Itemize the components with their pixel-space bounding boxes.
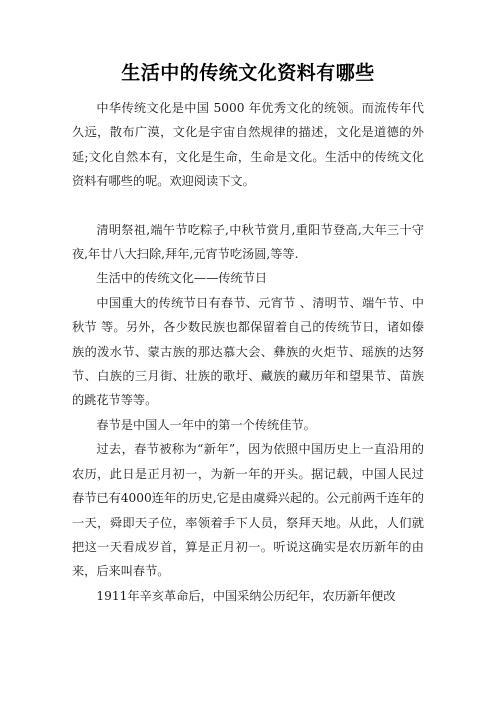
paragraph-customs-list: 清明祭祖,端午节吃粽子,中秋节赏月,重阳节登高,大年三十守夜,年廿八大扫除,拜年,元宵节吃汤圆,等等. (72, 222, 424, 262)
paragraph-intro: 中华传统文化是中国 5000 年优秀文化的统领。而流传年代久远，散布广漠，文化是宇宙自然规律的描述，文化是道德的外延;文化自然本有，文化是生命，生命是文化。生活中的传统文化资料有哪些的呢。欢迎阅读下文。 (72, 101, 424, 189)
document-title: 生活中的传统文化资料有哪些 (121, 62, 375, 84)
document-body (72, 96, 424, 608)
paragraph-spring-festival-first: 春节是中国人一年中的第一个传统佳节。 (96, 417, 316, 432)
paragraph-spring-festival-history: 过去，春节被称为“新年”，因为依照中国历史上一直沿用的农历，此日是正月初一，为新一年的开头。据记载，中国人民过春节已有4000连年的历史,它是由虞舜兴起的。公元前两千连年的一天，舜即天子位，率领着手下人员，祭拜天地。从此，人们就把这一天看成岁首，算是正月初一。听说这确实是农历新年的由来，后来叫春节。 (72, 442, 424, 579)
section-heading-traditional-festivals: 生活中的传统文化——传统节日 (96, 271, 268, 286)
paragraph-major-festivals: 中国重大的传统节日有春节、元宵节 、清明节、端午节、中秋节 等。另外，各少数民族也都保留着自己的传统节日，诸如傣族的泼水节、蒙古族的那达慕大会、彝族的火炬节、瑶族的达努节、白族的三月街、壮族的歌圩、藏族的藏历年和望果节、苗族的跳花节等等。 (72, 295, 424, 408)
paragraph-1911-revolution: 1911年辛亥革命后，中国采纳公历纪年，农历新年便改 (96, 588, 396, 603)
